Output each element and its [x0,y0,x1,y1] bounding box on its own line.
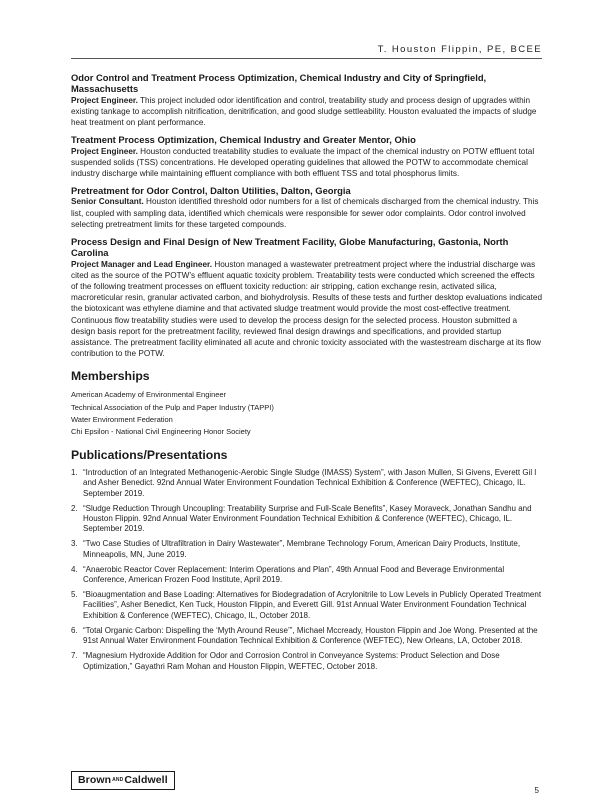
project-text: Houston conducted treatability studies to evaluate the impact of the chemical industry on POTW effluent total suspended solids (TSS) concentrations. He developed operating guidelines that allowed the POTW to accommodate chemical industry discharge while maintaining effluent compliance with both effluent TSS and total phosphorus limits. [71,146,535,178]
project-entry [71,236,543,359]
publication-item [71,651,543,671]
publication-text: “Sludge Reduction Through Uncoupling: Treatability Surprise and Full-Scale Benefits”, Kasey Moraveck, Jonathan Sandhu and Houston Flippin. 92nd Annual Water Environment Foundation Technical Exhibition & Conference (WEFTEC), Chicago, IL. September 2019. [83,503,532,534]
membership-item: Water Environment Federation [71,414,173,424]
publication-item [71,590,543,621]
publication-text: “Anaerobic Reactor Cover Replacement: Interim Operations and Plan”, 49th Annual Food and Beverage Environmental Conference, American Frozen Food Institute, April 2019. [83,564,505,585]
project-entry [71,185,543,230]
project-description [71,146,543,180]
resume-content [71,72,543,677]
project-text: Houston managed a wastewater pretreatment project where the industrial discharge was cited as the source of the POTW’s effluent aquatic toxicity problem. Treatability tests were conducted which screened the effects of the following treatment processes on effluent toxicity reduction: air stripping, cation exchange resin, activated silica, macroreticular resin, granular activated carbon, and biohydrolysis. Results of these tests and further desktop evaluations indicated the biotoxicant was ethylene diamine and that activated sludge treatment would provide the most cost-effective treatment. Continuous flow treatability studies were used to develop the process design for the selected process. Houston submitted a design basis report for the pretreatment facility, reviewed final design drawings and specifications, and provided startup assistance. The pretreatment facility eliminated all acute and chronic toxicity associated with the wastestream discharge at its flow contribution to the POTW. [71,259,543,359]
logo-word-caldwell: Caldwell [124,774,168,786]
publication-item [71,504,543,535]
publication-number: 1. [71,468,78,478]
publication-number: 2. [71,503,78,513]
publication-number: 6. [71,625,78,635]
project-title: Pretreatment for Odor Control, Dalton Utilities, Dalton, Georgia [71,185,351,197]
publication-number: 5. [71,590,78,600]
publication-number: 4. [71,564,78,574]
project-entry [71,134,543,179]
publication-number: 7. [71,651,78,661]
membership-item: Chi Epsilon - National Civil Engineering Honor Society [71,427,251,437]
project-description [71,259,543,360]
publication-text: “Total Organic Carbon: Dispelling the ‘Myth Around Reuse’”, Michael Mccready, Houston Flippin and Joe Wong. Presented at the 91st Annual Water Environment Foundation Technical Exhibition & Conference (WEFTEC), New Orleans, LA, October 2018. [83,625,538,646]
project-text: Houston identified threshold odor numbers for a list of chemicals discharged from the chemical industry. This list, coupled with sampling data, identified which chemicals were responsible for sewer odor complaints. Odor control involved selecting pretreatment limits for these targeted compounds. [71,197,539,229]
project-role: Project Manager and Lead Engineer. [71,259,213,269]
page-number: 5 [534,786,539,795]
project-text: This project included odor identification and control, treatability study and process design of upgrades within existing tankage to accomplish nitrification, denitrification, and good sludge settleability. Houston evaluated the impacts of sludge heat treatment on plant performance. [71,95,537,127]
project-role: Project Engineer. [71,95,138,105]
project-title: Odor Control and Treatment Process Optimization, Chemical Industry and City of Springfield, Massachusetts [71,72,487,95]
project-role: Senior Consultant. [71,197,144,207]
publications-heading: Publications/Presentations [71,448,228,463]
publication-item [71,565,543,585]
publication-text: “Bioaugmentation and Base Loading: Alternatives for Biodegradation of Acrylonitrile to Low Levels in Publicly Operated Treatment Facilities”, Asher Benedict, Ken Tuck, Houston Flippin, and Everett Gill. 91st Annual Water Environment Foundation Technical Exhibition & Conference (WEFTEC), Chicago, IL, October 2018. [83,590,542,620]
project-title: Treatment Process Optimization, Chemical Industry and Greater Mentor, Ohio [71,134,416,146]
publication-number: 3. [71,539,78,549]
publication-item [71,539,543,559]
publication-text: “Introduction of an Integrated Methanogenic-Aerobic Single Sludge (IMASS) System”, with Jason Mullen, Si Givens, Everett Gil l and Asher Benedict. 92nd Annual Water Environment Foundation Technical Exhibition & Conference (WEFTEC), Chicago, IL. September 2019. [83,468,537,498]
header-author-name: T. Houston Flippin, PE, BCEE [377,44,542,55]
logo-word-brown: Brown [78,774,112,786]
header-divider [71,58,542,59]
publication-text: “Two Case Studies of Ultrafiltration in Dairy Wastewater”, Membrane Technology Forum, American Dairy Products, Institute, Minneapolis, MN, June 2019. [83,539,521,559]
membership-item: American Academy of Environmental Engineer [71,390,227,400]
memberships-list [71,389,543,438]
publications-list [71,468,543,671]
memberships-heading: Memberships [71,369,150,384]
brown-and-caldwell-logo [71,771,175,790]
membership-item: Technical Association of the Pulp and Paper Industry (TAPPI) [71,402,274,412]
project-title: Process Design and Final Design of New Treatment Facility, Globe Manufacturing, Gastonia, North Carolina [71,236,509,259]
publication-text: “Magnesium Hydroxide Addition for Odor and Corrosion Control in Conveyance Systems: Product Selection and Dose Optimization,” Gayathri Ram Mohan and Houston Flippin, WEFTEC, October 2018. [83,651,500,671]
publication-item [71,626,543,646]
project-description [71,196,543,230]
project-description [71,95,543,129]
project-entry [71,72,543,128]
project-role: Project Engineer. [71,146,138,156]
publication-item [71,468,543,499]
logo-word-and: AND [112,777,124,783]
